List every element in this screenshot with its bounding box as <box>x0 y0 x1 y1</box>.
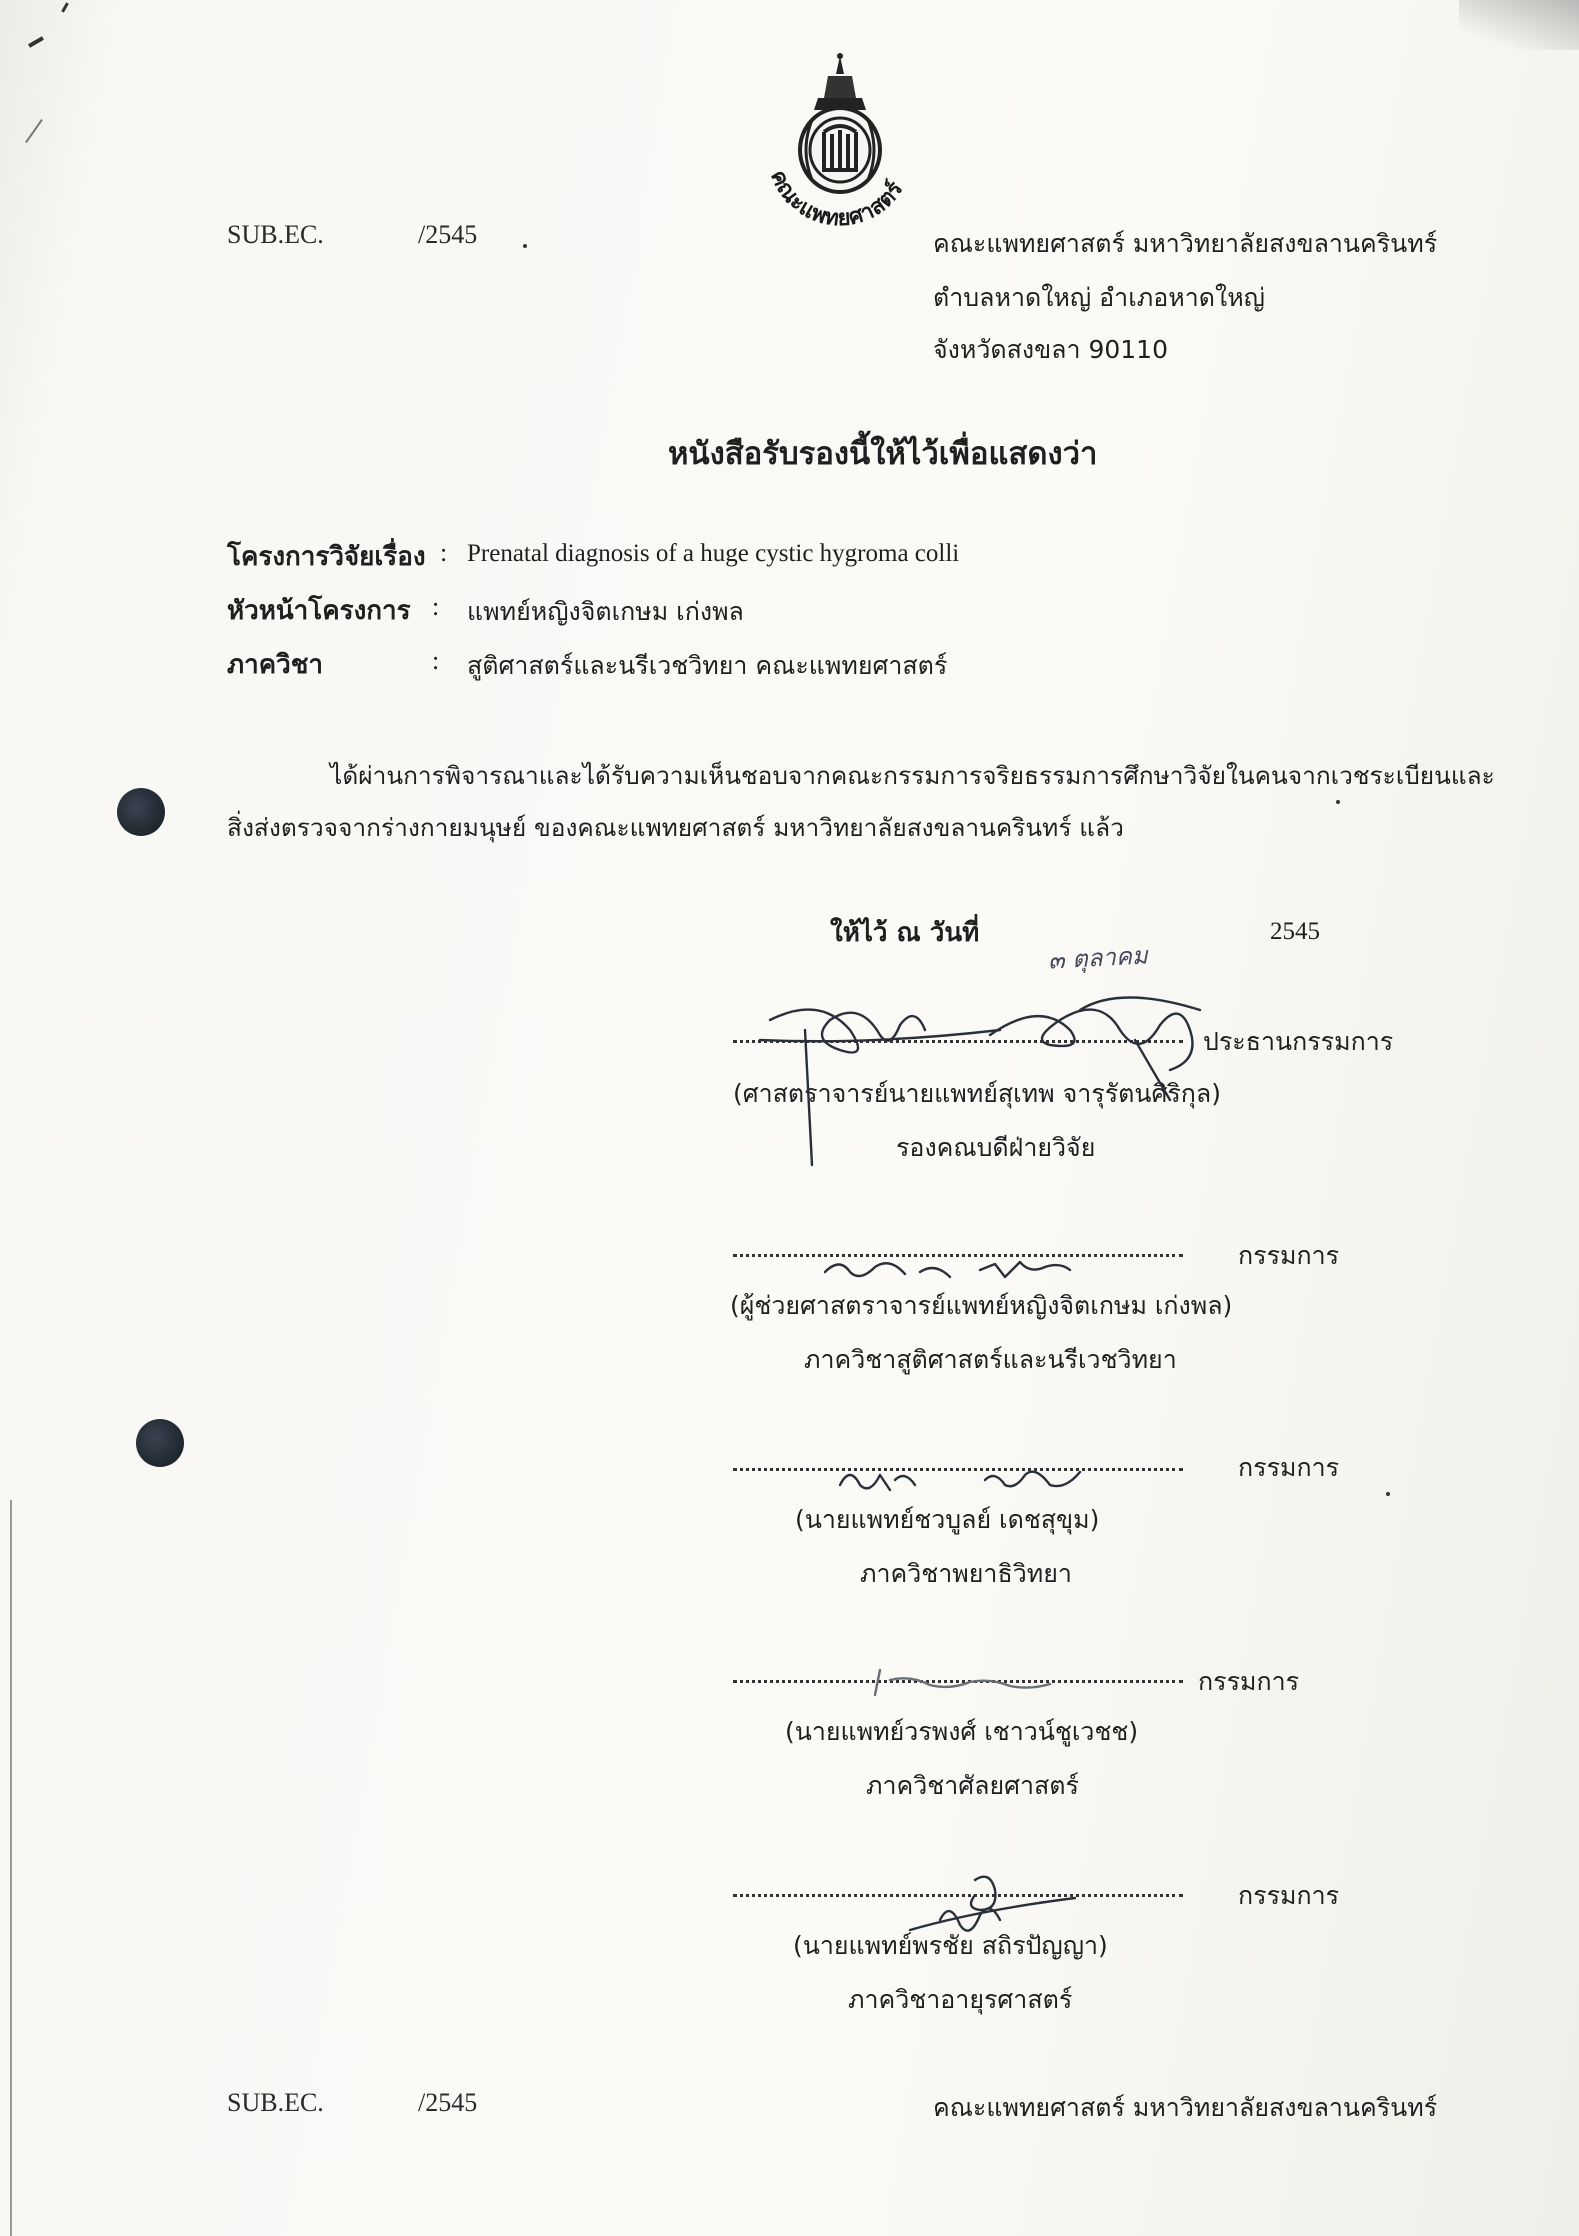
page-title: หนังสือรับรองนี้ให้ไว้เพื่อแสดงว่า <box>668 436 1098 472</box>
project-dept-colon: : <box>432 646 440 675</box>
footer-ref-number: /2545 <box>418 2088 478 2117</box>
project-dept-value: สูติศาสตร์และนรีเวชวิทยา คณะแพทยศาสตร์ <box>467 651 948 680</box>
signatory-2-position: ภาควิชาสูติศาสตร์และนรีเวชวิทยา <box>804 1345 1177 1374</box>
scan-speck <box>1336 800 1340 804</box>
signatory-4-name: (นายแพทย์วรพงศ์ เชาวน์ชูเวชช) <box>785 1717 1139 1746</box>
signatory-5-role: กรรมการ <box>1238 1881 1340 1910</box>
project-lead-label: หัวหน้าโครงการ <box>227 596 411 626</box>
signature-5-icon <box>880 1870 1080 1960</box>
signatory-2-role: กรรมการ <box>1238 1241 1340 1270</box>
signature-3-icon <box>835 1460 1095 1500</box>
date-handwritten: ๓ ตุลาคม <box>1047 941 1149 975</box>
signatory-3-name: (นายแพทย์ชวบูลย์ เดชสุขุม) <box>795 1505 1100 1534</box>
punch-hole-icon <box>117 788 165 836</box>
address-line-3: จังหวัดสงขลา 90110 <box>933 335 1168 364</box>
signatory-3-role: กรรมการ <box>1238 1453 1340 1482</box>
signatory-1-position: รองคณบดีฝ่ายวิจัย <box>896 1133 1096 1162</box>
address-line-2: ตำบลหาดใหญ่ อำเภอหาดใหญ่ <box>933 283 1265 312</box>
seal-text: คณะแพทยศาสตร์ <box>765 166 909 232</box>
punch-hole-icon <box>136 1419 184 1467</box>
scan-corner-shadow <box>1459 0 1579 50</box>
scan-speck <box>1386 1492 1390 1496</box>
signatory-2-name: (ผู้ช่วยศาสตราจารย์แพทย์หญิงจิตเกษม เก่งพล) <box>730 1291 1233 1320</box>
signature-1-icon <box>740 990 1260 1170</box>
project-topic-value: Prenatal diagnosis of a huge cystic hygroma colli <box>467 540 960 567</box>
signatory-1-role: ประธานกรรมการ <box>1203 1027 1394 1056</box>
scan-edge-line <box>10 1500 12 2236</box>
signature-4-icon <box>870 1660 1070 1700</box>
signatory-4-role: กรรมการ <box>1198 1667 1300 1696</box>
project-lead-value: แพทย์หญิงจิตเกษม เก่งพล <box>467 597 744 626</box>
signature-2-icon <box>820 1252 1080 1292</box>
project-topic-label: โครงการวิจัยเรื่อง <box>227 542 426 572</box>
header-ref-label: SUB.EC. <box>227 220 324 249</box>
project-lead-colon: : <box>432 592 440 621</box>
date-label: ให้ไว้ ณ วันที่ <box>830 918 980 948</box>
signatory-5-name: (นายแพทย์พรชัย สถิรปัญญา) <box>793 1931 1108 1960</box>
footer-ref-label: SUB.EC. <box>227 2088 324 2117</box>
body-line-1: ได้ผ่านการพิจารณาและได้รับความเห็นชอบจากคณะกรรมการจริยธรรมการศึกษาวิจัยในคนจากเวชระเบียนและ <box>330 761 1495 790</box>
project-dept-label: ภาควิชา <box>227 650 323 680</box>
signatory-1-name: (ศาสตราจารย์นายแพทย์สุเทพ จารุรัตนศิริกุล) <box>733 1079 1221 1108</box>
signatory-4-position: ภาควิชาศัลยศาสตร์ <box>866 1771 1079 1800</box>
faculty-seal-icon <box>750 50 930 250</box>
body-line-2: สิ่งส่งตรวจจากร่างกายมนุษย์ ของคณะแพทยศาสตร์ มหาวิทยาลัยสงขลานครินทร์ แล้ว <box>227 813 1124 842</box>
signatory-3-position: ภาควิชาพยาธิวิทยา <box>860 1559 1072 1588</box>
project-topic-colon: : <box>440 538 448 567</box>
header-stray-dot <box>523 244 527 248</box>
header-ref-number: /2545 <box>418 220 478 249</box>
date-year: 2545 <box>1270 918 1320 945</box>
footer-faculty: คณะแพทยศาสตร์ มหาวิทยาลัยสงขลานครินทร์ <box>933 2093 1438 2122</box>
address-line-1: คณะแพทยศาสตร์ มหาวิทยาลัยสงขลานครินทร์ <box>933 229 1438 258</box>
signatory-5-position: ภาควิชาอายุรศาสตร์ <box>848 1985 1073 2014</box>
